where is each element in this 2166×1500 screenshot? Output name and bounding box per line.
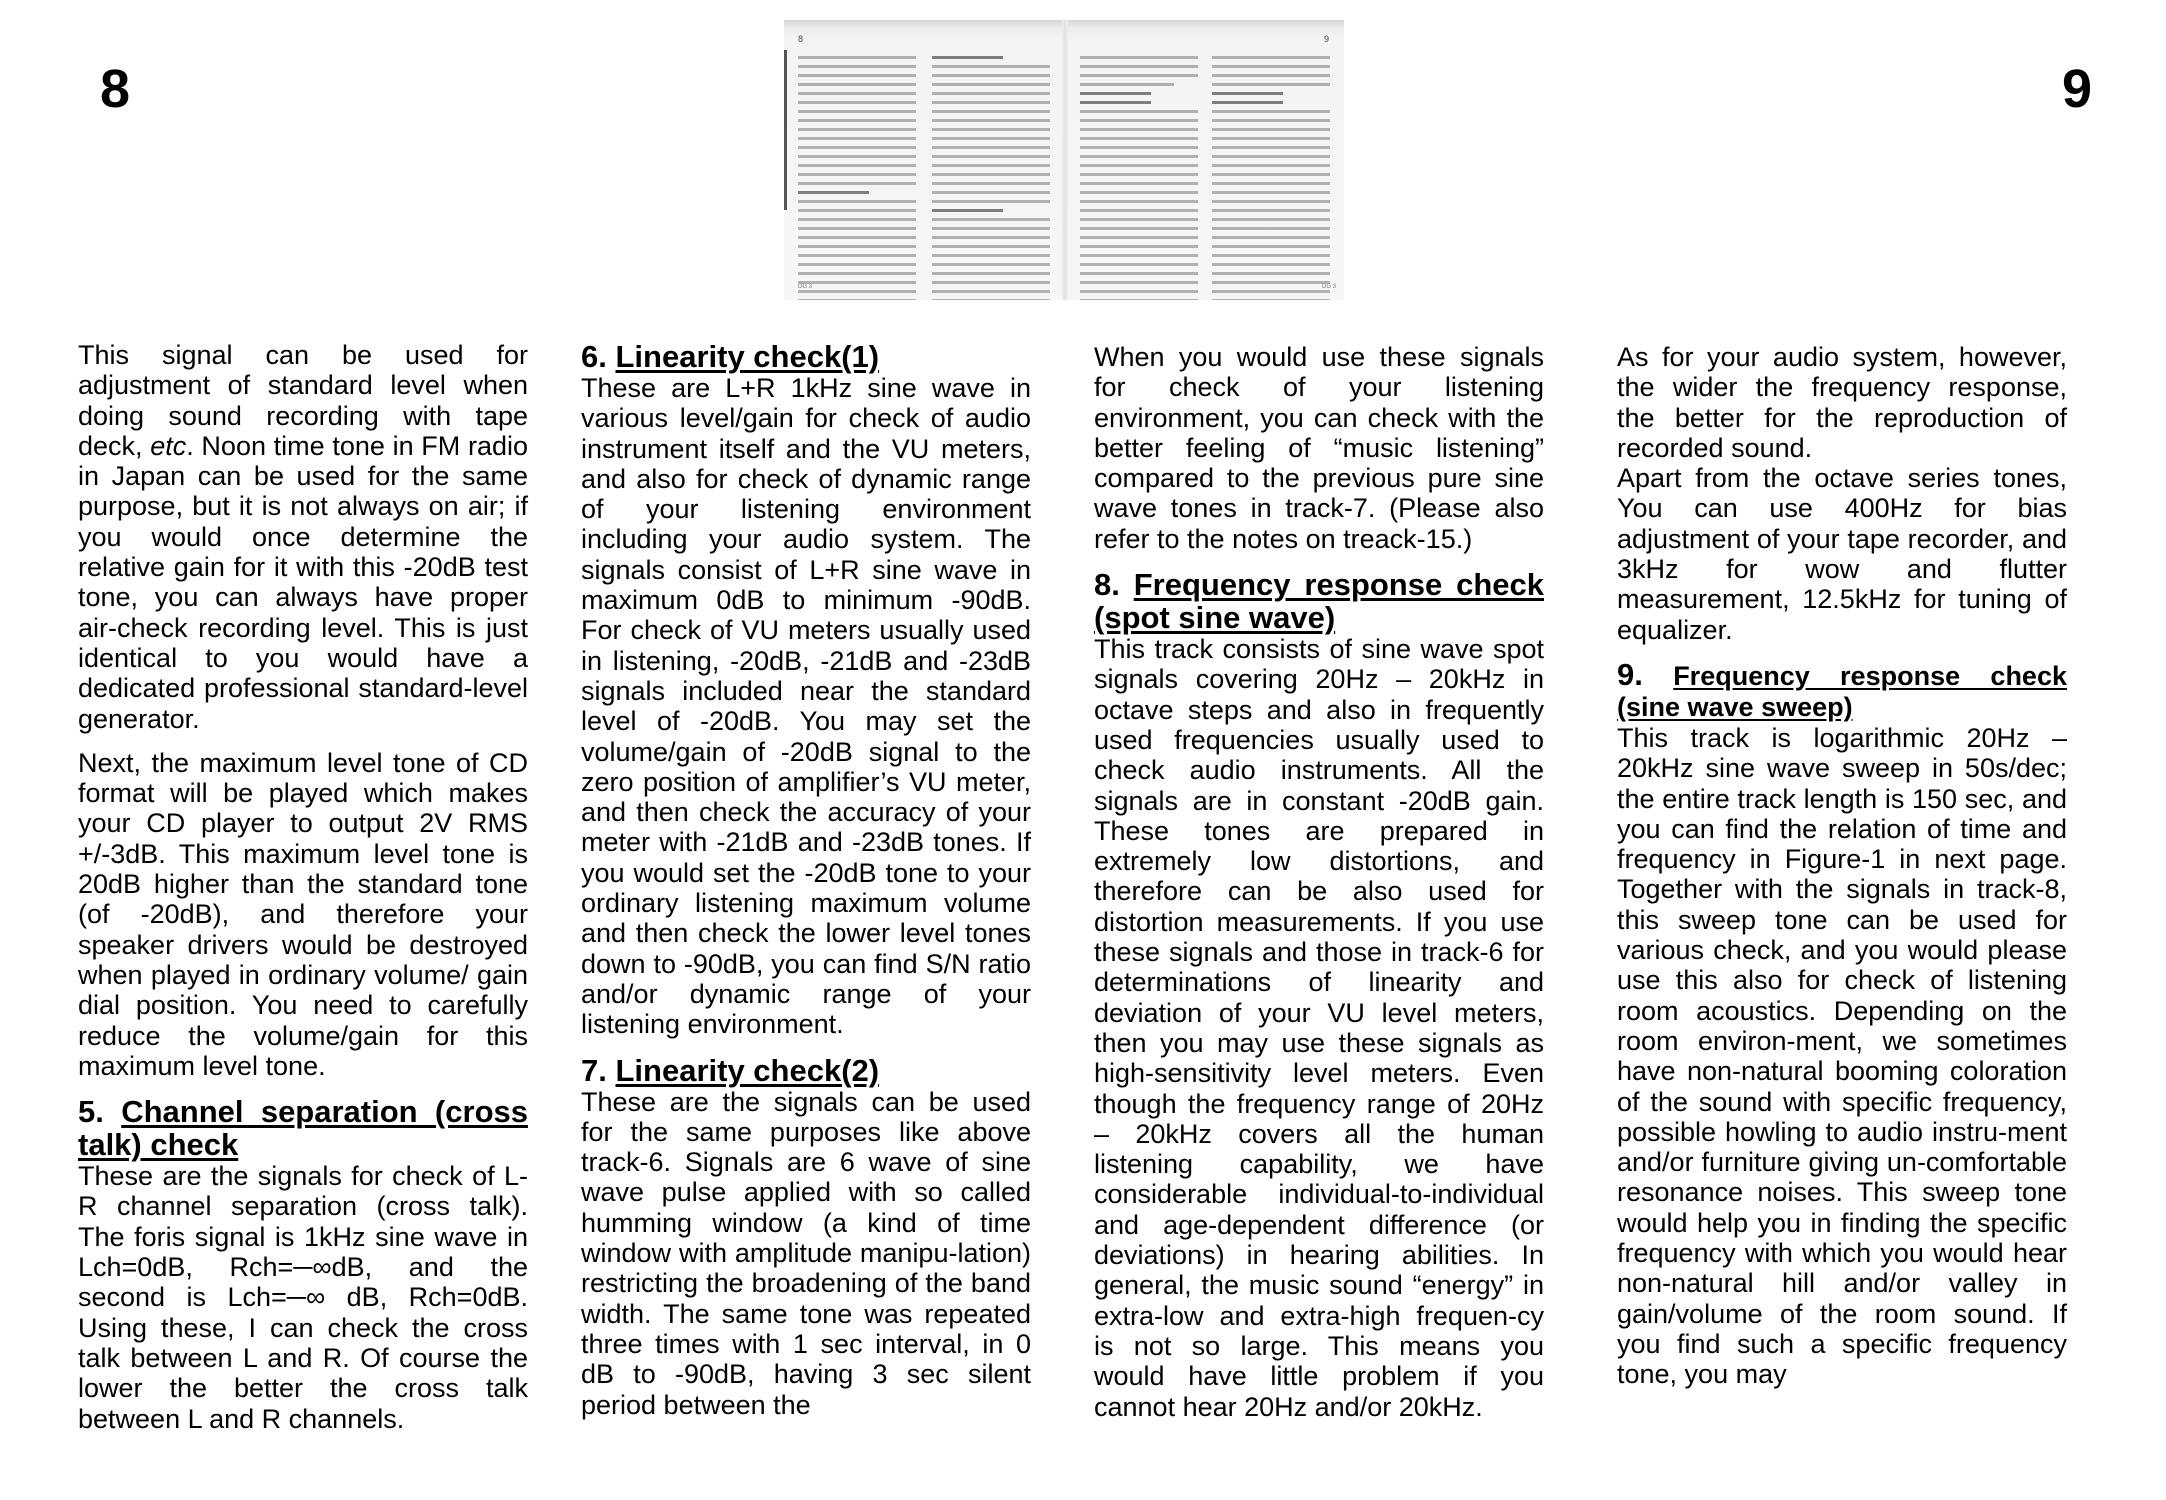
scan-text-line [1212,137,1330,140]
scan-text-line [798,164,916,167]
scan-text-line [932,227,1050,230]
scan-text-line [1080,209,1198,212]
scan-column-3 [1080,56,1198,300]
scan-text-line [798,65,916,68]
scan-text-line [932,110,1050,113]
scan-text-line [798,218,916,221]
scan-column-2 [932,56,1050,300]
scan-text-line [798,137,916,140]
section-number: 5. [78,1094,104,1130]
scan-text-line [1212,272,1330,275]
scan-text-line [1212,65,1330,68]
scan-text-line [1212,56,1330,59]
scan-text-line [1080,164,1198,167]
paragraph: Apart from the octave series tones, You can use 400Hz for bias adjustment of your tape recorder, and 3kHz for wow and flutter measurement, 12.5kHz for tuning of equalizer. [1617,463,2067,645]
scan-text-line [798,173,916,176]
scan-text-line [798,263,916,266]
scan-text-line [1080,65,1198,68]
scan-text-line [1080,110,1198,113]
scan-text-line [1080,290,1198,293]
scan-edge-shadow [784,50,787,210]
scan-text-line [932,74,1050,77]
scan-text-line [1212,146,1330,149]
paragraph: This track consists of sine wave spot signals covering 20Hz – 20kHz in octave steps and also in frequently used frequencies usually used to check audio instruments. All the signals are in constant -20dB gain. These tones are prepared in extremely low distortions, and therefore can be also used for distortion measurements. If you use these signals and those in track-6 for determinations of linearity and deviation of your VU level meters, then you may use these signals as high-sensitivity level meters. Even though the frequency range of 20Hz – 20kHz covers all the human listening capability, we have considerable individual-to-individual and age-dependent difference (or deviations) in hearing abilities. In general, the music sound “energy” in extra-low and extra-high frequen-cy is not so large. This means you would have little problem if you cannot hear 20Hz and/or 20kHz. [1094,634,1544,1422]
scan-text-line [1080,263,1198,266]
scan-text-line [932,236,1050,239]
scan-text-line [1212,128,1330,131]
scan-column-1 [798,56,916,300]
scan-text-line [1212,101,1283,104]
section-number: 7. [581,1052,607,1088]
section-heading [1094,568,1544,634]
scan-text-line [1212,218,1330,221]
text-run: . Noon time tone in FM radio in Japan can be used for the same purpose, but it is not always on air; if you would once determine the relative gain for it with this -20dB test tone, you can always have proper air-check recording level. This is just identical to you would have a dedicated professional standard-level generator. [78,430,528,734]
scan-text-line [932,263,1050,266]
paragraph: These are the signals for check of L-R channel separation (cross talk). The foris signal is 1kHz sine wave in Lch=0dB, Rch=─∞dB, and the second is Lch=─∞ dB, Rch=0dB. Using these, I can check the cross talk between L and R. Of course the lower the better the cross talk between L and R channels. [78,1161,528,1434]
scan-text-line [932,218,1050,221]
scan-text-line [932,191,1050,194]
page-number-left: 8 [100,59,131,119]
scan-text-line [1212,164,1330,167]
text-column-2 [581,340,1031,1420]
scan-text-line [1080,83,1174,86]
scan-text-line [1212,83,1330,86]
section-number: 9. [1617,656,1643,692]
scan-text-line [1080,299,1198,300]
text-column-4 [1617,342,2067,1390]
scan-text-line [1212,263,1330,266]
scan-text-line [798,110,916,113]
scan-text-line [1080,155,1198,158]
scan-text-line [1080,227,1198,230]
scan-text-line [798,245,916,248]
scan-text-line [1080,191,1198,194]
scan-text-line [1080,182,1198,185]
section-heading [581,1054,1031,1087]
scan-text-line [1212,191,1330,194]
scan-text-line [932,245,1050,248]
scan-text-line [1212,227,1330,230]
scan-text-line [1080,218,1198,221]
scan-text-line [798,200,916,203]
scan-text-line [932,92,1050,95]
scan-text-line [932,281,1050,284]
scan-page-number-left: 8 [798,34,804,44]
scan-text-line [932,101,1050,104]
scan-text-line [1212,155,1330,158]
scan-text-line [798,182,916,185]
scan-text-line [1212,299,1330,300]
scan-text-line [932,209,1003,212]
paragraph [78,340,528,734]
scan-text-line [1212,182,1330,185]
scan-text-line [1080,137,1198,140]
text-run: This signal can be used for adjustment of standard level when doing sound recording with tape deck, [78,340,528,461]
scan-text-line [1212,119,1330,122]
scan-text-line [1212,200,1330,203]
scan-text-line [1080,56,1198,59]
scan-text-line [932,155,1050,158]
scan-text-line [932,137,1050,140]
paragraph: Next, the maximum level tone of CD format will be played which makes your CD player to output 2V RMS +/-3dB. This maximum level tone is 20dB higher than the standard tone (of -20dB), and therefore your speaker drivers would be destroyed when played in ordinary volume/ gain dial position. You need to carefully reduce the volume/gain for this maximum level tone. [78,747,528,1081]
scan-text-line [1212,92,1283,95]
scan-text-line [932,83,1050,86]
scan-text-line [1080,92,1151,95]
scan-text-line [932,182,1050,185]
scan-text-line [932,164,1050,167]
paragraph: This track is logarithmic 20Hz – 20kHz sine wave sweep in 50s/dec; the entire track length is 150 sec, and you can find the relation of time and frequency in Figure-1 in next page. Together with the signals in track-8, this sweep tone can be used for various check, and you would please use this also for check of listening room acoustics. Depending on the room environ-ment, we sometimes have non-natural booming coloration of the sound with specific frequency, possible howling to audio instru-ment and/or furniture giving un-comfortable resonance noises. This sweep tone would help you in finding the specific frequency with which you would hear non-natural hill and/or valley in gain/volume of the room sound. If you find such a specific frequency tone, you may [1617,722,2067,1390]
scan-footer-left: DG 3 [798,284,813,290]
scan-text-line [798,119,916,122]
scan-footer-right: DG 3 [1322,284,1337,290]
section-heading [1617,656,2067,723]
scan-text-line [932,56,1003,59]
section-title: Linearity check(2) [615,1052,880,1088]
scan-text-line [798,92,916,95]
scan-text-line [1080,128,1198,131]
scan-text-line [798,101,916,104]
scan-text-line [798,227,916,230]
scan-text-line [1212,281,1330,284]
scan-text-line [932,272,1050,275]
scan-text-line [1212,173,1330,176]
scan-text-line [798,155,916,158]
scan-text-line [932,299,1050,300]
section-number: 8. [1094,567,1120,603]
scan-text-line [1080,74,1198,77]
section-title: Frequency response check (spot sine wave) [1094,567,1544,636]
scan-page-number-right: 9 [1324,34,1330,44]
scan-text-line [798,83,916,86]
scan-column-4 [1212,56,1330,300]
section-title: Frequency response check (sine wave sweep) [1617,660,2067,722]
scan-text-line [1080,236,1198,239]
scan-text-line [1212,245,1330,248]
scan-text-line [932,146,1050,149]
paragraph: When you would use these signals for check of your listening environment, you can check with the better feeling of “music listening” compared to the previous pure sine wave tones in track-7. (Please also refer to the notes on treack-15.) [1094,342,1544,554]
scan-text-line [1212,74,1330,77]
scan-text-line [1212,290,1330,293]
scan-text-line [798,290,916,293]
section-number: 6. [581,339,607,374]
scan-text-line [932,119,1050,122]
section-heading [78,1095,528,1161]
scan-text-line [798,254,916,257]
section-title: Linearity check(1) [615,339,880,374]
scan-text-line [798,299,916,300]
scan-text-line [1080,281,1198,284]
scan-text-line [1080,245,1198,248]
text-column-3 [1094,342,1544,1422]
scan-text-line [798,272,916,275]
paragraph: These are L+R 1kHz sine wave in various level/gain for check of audio instrument itself and the VU meters, and also for check of dynamic range of your listening environment including your audio system. The signals consist of L+R sine wave in maximum 0dB to minimum -90dB. For check of VU meters usually used in listening, -20dB, -21dB and -23dB signals included near the standard level of -20dB. You may set the volume/gain of -20dB signal to the zero position of amplifier’s VU meter, and then check the accuracy of your meter with -21dB and -23dB tones. If you would set the -20dB tone to your ordinary listening maximum volume and then check the lower level tones down to -90dB, you can find S/N ratio and/or dynamic range of your listening environment. [581,373,1031,1040]
scan-text-line [932,173,1050,176]
scan-text-line [1212,110,1330,113]
scan-text-line [798,146,916,149]
scan-text-line [1080,272,1198,275]
scan-text-line [1080,119,1198,122]
scan-text-line [1080,101,1151,104]
scan-text-line [932,290,1050,293]
scan-text-line [1080,146,1198,149]
scan-text-line [932,65,1050,68]
scan-text-line [932,254,1050,257]
section-title: Channel separation (cross talk) check [78,1094,528,1163]
scan-text-line [798,74,916,77]
text-column-1 [78,340,528,1434]
scan-text-line [798,56,916,59]
section-heading [581,340,1031,373]
scan-text-line [798,236,916,239]
scan-text-line [1080,173,1198,176]
italic-text: etc [150,430,187,461]
scan-text-line [1212,209,1330,212]
scan-text-line [798,209,916,212]
page-number-right: 9 [2062,59,2093,119]
scan-text-line [798,281,916,284]
scan-text-line [1080,254,1198,257]
scan-text-line [932,200,1050,203]
scan-text-line [1212,236,1330,239]
scan-gutter [1062,20,1068,300]
paragraph: These are the signals can be used for the same purposes like above track-6. Signals are 6 wave of sine wave pulse applied with so called humming window (a kind of time window with amplitude manipu-lation) restricting the broadening of the band width. The same tone was repeated three times with 1 sec interval, in 0 dB to -90dB, having 3 sec silent period between the [581,1086,1031,1420]
scanned-original-pages-image [784,20,1344,300]
scan-text-line [798,128,916,131]
scan-text-line [1080,200,1198,203]
paragraph: As for your audio system, however, the wider the frequency response, the better for the reproduction of recorded sound. [1617,342,2067,463]
scan-text-line [932,128,1050,131]
scan-text-line [798,191,869,194]
scan-text-line [1212,254,1330,257]
